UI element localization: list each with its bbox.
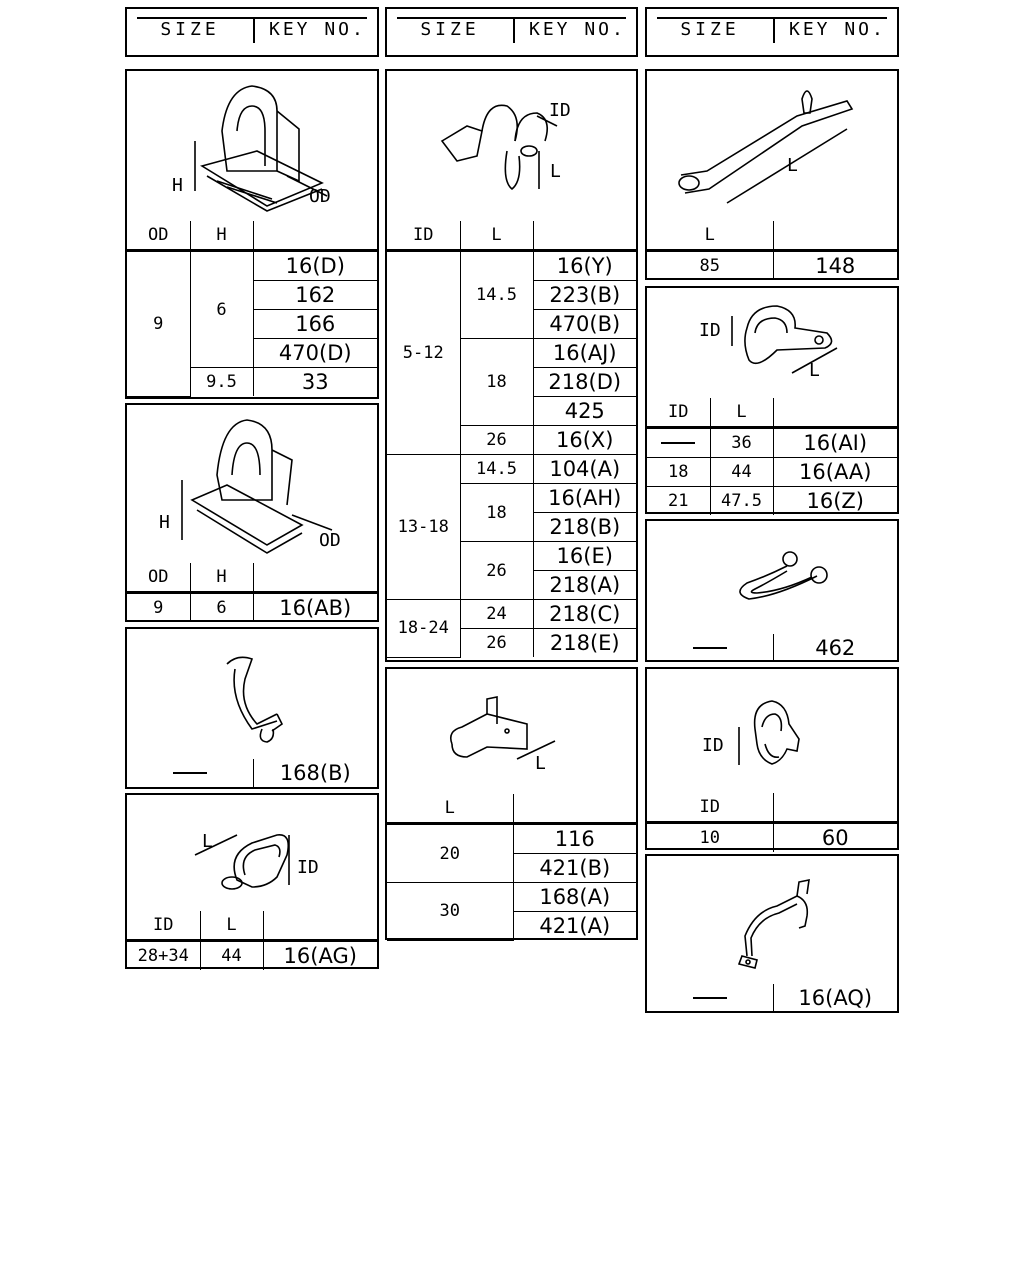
col-key	[263, 911, 377, 941]
key-value: 218(E)	[533, 629, 636, 658]
spec-table	[647, 398, 897, 515]
id-range: 18-24	[387, 600, 460, 658]
clip-drawing	[127, 405, 377, 563]
col-key	[773, 398, 897, 428]
key-value: 16(AQ)	[773, 984, 897, 1012]
dim-id-label: ID	[699, 320, 721, 341]
clip-drawing	[647, 669, 897, 793]
l-value: 14.5	[460, 251, 533, 339]
id-value: 18	[647, 458, 710, 487]
spec-table	[127, 911, 377, 970]
key-value: 218(C)	[533, 600, 636, 629]
key-value: 421(A)	[513, 912, 636, 941]
spec-table	[647, 634, 897, 662]
bracket-drawing	[647, 856, 897, 984]
key-value: 470(B)	[533, 310, 636, 339]
id-value: 10	[647, 823, 773, 853]
col-id: ID	[647, 793, 773, 823]
key-value: 162	[253, 281, 377, 310]
key-value: 223(B)	[533, 281, 636, 310]
col-h: H	[190, 563, 253, 593]
dim-od-label: OD	[319, 530, 341, 551]
key-value: 16(AI)	[773, 428, 897, 458]
tie-drawing	[647, 521, 897, 634]
key-value: 16(Z)	[773, 487, 897, 516]
col-key	[513, 794, 636, 824]
size-header: SIZE	[680, 19, 740, 40]
dim-h-label: H	[172, 175, 183, 196]
id-range: 13-18	[387, 455, 460, 600]
spec-table	[387, 221, 636, 658]
header-col-1	[125, 7, 379, 57]
l-value: 26	[460, 426, 533, 455]
col-id: ID	[127, 911, 200, 941]
dim-id-label: ID	[549, 100, 571, 121]
part-panel-strap-l	[645, 69, 899, 280]
spec-table	[647, 984, 897, 1012]
header-col-3	[645, 7, 899, 57]
part-panel-clamp-id-l-2	[645, 286, 899, 514]
col-key	[773, 793, 897, 823]
col-l: L	[200, 911, 263, 941]
dash-mark	[693, 997, 727, 999]
l-value: 47.5	[710, 487, 773, 516]
id-none	[647, 428, 710, 458]
key-value: 16(AH)	[533, 484, 636, 513]
spec-table	[127, 221, 377, 397]
dim-l-label: L	[535, 753, 546, 774]
key-value: 104(A)	[533, 455, 636, 484]
spec-table	[127, 759, 377, 787]
col-l: L	[710, 398, 773, 428]
col-l: L	[387, 794, 513, 824]
key-value: 168(B)	[253, 759, 377, 787]
dim-l-label: L	[809, 360, 820, 381]
part-panel-clip-od-h-2	[125, 403, 379, 622]
size-none	[127, 759, 253, 787]
col-key	[773, 221, 897, 251]
l-value: 36	[710, 428, 773, 458]
l-value: 26	[460, 629, 533, 658]
header-divider	[773, 19, 775, 43]
spec-table	[127, 563, 377, 622]
part-panel-clip-od-h	[125, 69, 379, 399]
part-panel-clamp-id-l	[125, 793, 379, 969]
size-none	[647, 984, 773, 1012]
key-value: 16(Y)	[533, 251, 636, 281]
header-divider	[253, 19, 255, 43]
h-value: 9.5	[190, 368, 253, 397]
key-value: 16(E)	[533, 542, 636, 571]
size-header: SIZE	[160, 19, 220, 40]
clip-drawing	[387, 71, 636, 221]
size-none	[647, 634, 773, 662]
clip-drawing	[127, 629, 377, 759]
col-id: ID	[387, 221, 460, 251]
key-no-header: KEY NO.	[789, 19, 886, 40]
key-value: 148	[773, 251, 897, 281]
key-value: 16(AA)	[773, 458, 897, 487]
h-value: 6	[190, 251, 253, 368]
key-value: 218(A)	[533, 571, 636, 600]
part-panel-tie-plain	[645, 519, 899, 662]
key-value: 33	[253, 368, 377, 397]
key-value: 218(D)	[533, 368, 636, 397]
key-value: 462	[773, 634, 897, 662]
col-key	[533, 221, 636, 251]
strap-drawing	[647, 71, 897, 221]
key-value: 116	[513, 824, 636, 854]
key-value: 425	[533, 397, 636, 426]
clamp-drawing	[127, 795, 377, 911]
col-h: H	[190, 221, 253, 251]
col-id: ID	[647, 398, 710, 428]
l-value: 14.5	[460, 455, 533, 484]
clamp-drawing	[647, 288, 897, 396]
spec-table	[387, 794, 636, 941]
id-value: 21	[647, 487, 710, 516]
id-value: 28+34	[127, 941, 200, 971]
key-value: 168(A)	[513, 883, 636, 912]
clip-drawing	[387, 669, 636, 794]
col-key	[253, 221, 377, 251]
key-value: 16(D)	[253, 251, 377, 281]
dim-l-label: L	[787, 155, 798, 176]
l-value: 44	[710, 458, 773, 487]
l-value: 44	[200, 941, 263, 971]
l-value: 18	[460, 339, 533, 426]
dim-h-label: H	[159, 512, 170, 533]
size-header: SIZE	[420, 19, 480, 40]
dim-od-label: OD	[309, 186, 331, 207]
col-od: OD	[127, 563, 190, 593]
dash-mark	[661, 442, 695, 444]
dash-mark	[173, 772, 207, 774]
col-l: L	[460, 221, 533, 251]
dim-l-label: L	[202, 831, 213, 852]
col-l: L	[647, 221, 773, 251]
key-value: 166	[253, 310, 377, 339]
l-value: 26	[460, 542, 533, 600]
l-value: 30	[387, 883, 513, 941]
key-value: 60	[773, 823, 897, 853]
col-key	[253, 563, 377, 593]
key-value: 421(B)	[513, 854, 636, 883]
dim-l-label: L	[550, 161, 561, 182]
spec-table	[647, 793, 897, 852]
dim-id-label: ID	[702, 735, 724, 756]
key-value: 16(X)	[533, 426, 636, 455]
part-panel-clip-plain	[125, 627, 379, 789]
header-divider	[513, 19, 515, 43]
key-value: 16(AB)	[253, 593, 377, 623]
key-no-header: KEY NO.	[269, 19, 366, 40]
header-col-2	[385, 7, 638, 57]
l-value: 85	[647, 251, 773, 281]
key-value: 16(AJ)	[533, 339, 636, 368]
l-value: 20	[387, 824, 513, 883]
key-value: 218(B)	[533, 513, 636, 542]
dim-id-label: ID	[297, 857, 319, 878]
od-value: 9	[127, 251, 190, 397]
id-range: 5-12	[387, 251, 460, 455]
key-value: 16(AG)	[263, 941, 377, 971]
h-value: 6	[190, 593, 253, 623]
l-value: 24	[460, 600, 533, 629]
part-panel-clip-id-l-large	[385, 69, 638, 662]
od-value: 9	[127, 593, 190, 623]
col-od: OD	[127, 221, 190, 251]
key-no-header: KEY NO.	[529, 19, 626, 40]
key-value: 470(D)	[253, 339, 377, 368]
dash-mark	[693, 647, 727, 649]
l-value: 18	[460, 484, 533, 542]
part-panel-clip-id	[645, 667, 899, 850]
spec-table	[647, 221, 897, 280]
clip-drawing	[127, 71, 377, 221]
part-panel-clip-l	[385, 667, 638, 940]
part-panel-bracket-plain	[645, 854, 899, 1013]
